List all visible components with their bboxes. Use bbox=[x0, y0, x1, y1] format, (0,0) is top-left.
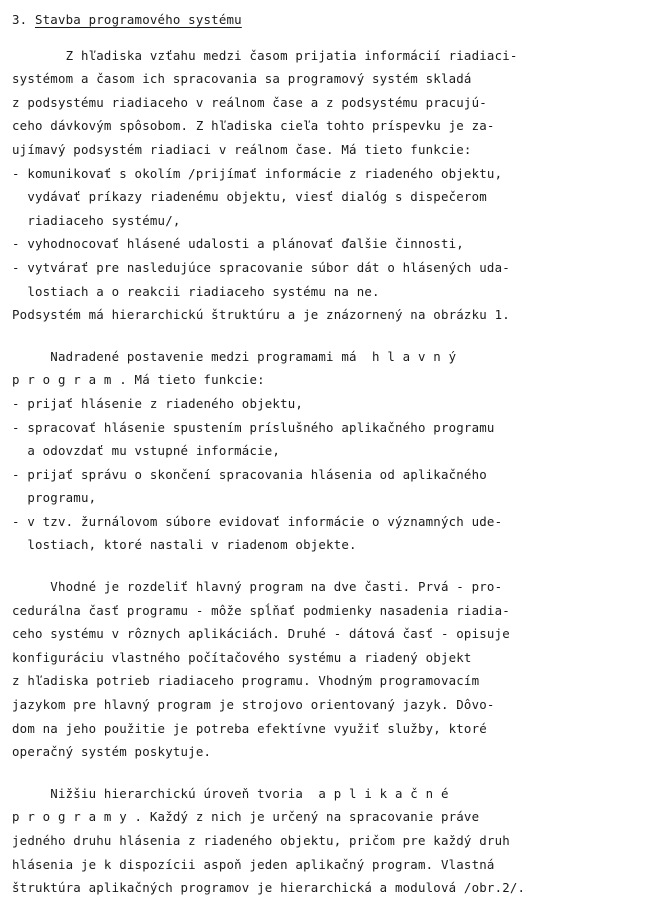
text-line: p r o g r a m . Má tieto funkcie: bbox=[12, 372, 265, 388]
list-item: - komunikovať s okolím /prijímať informácie z riadeného objektu, bbox=[12, 165, 503, 181]
text-line: jazykom pre hlavný program je strojovo orientovaný jazyk. Dôvo- bbox=[12, 697, 495, 713]
text-line: Podsystém má hierarchickú štruktúru a je znázornený na obrázku 1. bbox=[12, 307, 510, 323]
text-line: ceho systému v rôznych aplikáciách. Druhé - dátová časť - opisuje bbox=[12, 626, 510, 642]
list-item: - spracovať hlásenie spustením príslušného aplikačného programu bbox=[12, 419, 495, 435]
list-item-continuation: vydávať príkazy riadenému objektu, viesť dialóg s dispečerom bbox=[12, 189, 487, 205]
section-heading bbox=[12, 8, 655, 32]
text-line: ujímavý podsystém riadiaci v reálnom čase. Má tieto funkcie: bbox=[12, 141, 472, 157]
list-item: - v tzv. žurnálovom súbore evidovať informácie o významných ude- bbox=[12, 513, 503, 529]
text-line: jedného druhu hlásenia z riadeného objektu, pričom pre každý druh bbox=[12, 833, 510, 848]
paragraph-application-programs bbox=[12, 782, 655, 900]
list-item: - vytvárať pre nasledujúce spracovanie súbor dát o hlásených uda- bbox=[12, 259, 510, 275]
section-number: 3. bbox=[12, 12, 35, 27]
text-line: ceho dávkovým spôsobom. Z hľadiska cieľa tohto príspevku je za- bbox=[12, 118, 495, 134]
list-item-continuation: programu, bbox=[12, 490, 97, 506]
text-line: hlásenia je k dispozícii aspoň jeden aplikačný program. Vlastná bbox=[12, 856, 495, 872]
text-line: z podsystému riadiaceho v reálnom čase a z podsystému pracujú- bbox=[12, 94, 487, 110]
text-line: Z hľadiska vzťahu medzi časom prijatia informácií riadiaci- bbox=[12, 47, 518, 63]
text-line: Nižšiu hierarchickú úroveň tvoria a p l i k a č n é bbox=[12, 785, 449, 801]
text-line: dom na jeho použitie je potreba efektívne využiť služby, ktoré bbox=[12, 720, 487, 736]
text-line: p r o g r a m y . Každý z nich je určený na spracovanie práve bbox=[12, 809, 480, 825]
text-line: cedurálna časť programu - môže spĺňať podmienky nasadenia riadia- bbox=[12, 602, 510, 618]
text-line: konfiguráciu vlastného počítačového systému a riadený objekt bbox=[12, 649, 472, 665]
list-item-continuation: lostiach a o reakcii riadiaceho systému na ne. bbox=[12, 283, 380, 299]
list-item: - vyhodnocovať hlásené udalosti a plánovať ďalšie činnosti, bbox=[12, 236, 464, 252]
text-line: systémom a časom ich spracovania sa programový systém skladá bbox=[12, 71, 472, 87]
list-item-continuation: lostiach, ktoré nastali v riadenom objekte. bbox=[12, 537, 357, 553]
list-item: - prijať hlásenie z riadeného objektu, bbox=[12, 395, 304, 411]
list-item-continuation: riadiaceho systému/, bbox=[12, 212, 181, 228]
text-line: z hľadiska potrieb riadiaceho programu. Vhodným programovacím bbox=[12, 673, 480, 689]
list-item: - prijať správu o skončení spracovania hlásenia od aplikačného bbox=[12, 466, 487, 482]
paragraph-main-program-parts bbox=[12, 575, 655, 764]
text-line: operačný systém poskytuje. bbox=[12, 744, 212, 760]
section-title: Stavba programového systému bbox=[34, 12, 242, 27]
text-line: Vhodné je rozdeliť hlavný program na dve časti. Prvá - pro- bbox=[12, 579, 503, 595]
text-line: Nadradené postavenie medzi programami má h l a v n ý bbox=[12, 348, 457, 364]
text-line: štruktúra aplikačných programov je hierarchická a modulová /obr.2/. bbox=[12, 880, 526, 896]
paragraph-time-subsystems bbox=[12, 44, 655, 327]
paragraph-main-program bbox=[12, 345, 655, 557]
list-item-continuation: a odovzdať mu vstupné informácie, bbox=[12, 443, 281, 459]
